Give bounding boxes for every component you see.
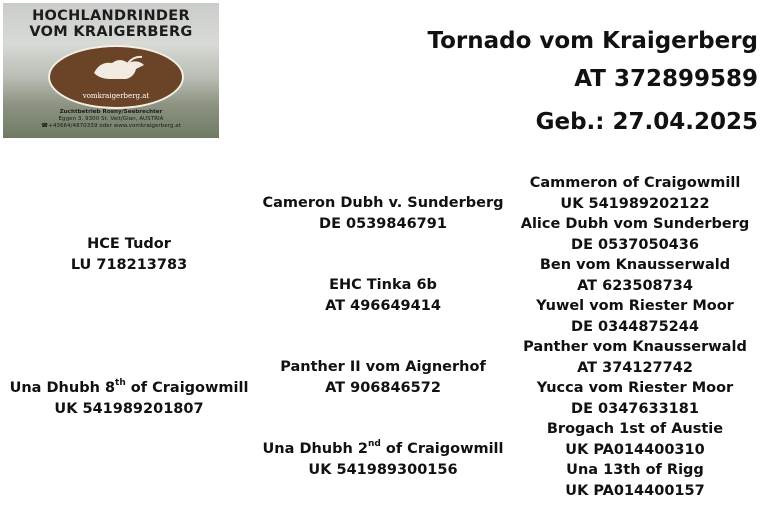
dam-name: Una Dhubh 8th of Craigowmill [9,378,249,396]
ancestor-id: DE 0347633181 [571,400,699,417]
dam-sire-id: AT 906846572 [325,379,441,396]
ancestor-id: UK 541989202122 [560,195,710,212]
logo-oval [48,45,184,109]
ancestor-id: DE 0344875244 [571,318,699,335]
logo-info-line2: Eggen 3, 9300 St. Veit/Glan, AUSTRIA [58,116,164,122]
highland-cow-icon [90,55,148,83]
logo-title-line2: VOM KRAIGERBERG [29,24,193,40]
ancestor-id: AT 623508734 [577,277,693,294]
dam-id: UK 541989201807 [54,400,204,417]
ancestor-5 [523,337,747,378]
dam-dam-id: UK 541989300156 [308,461,458,478]
ancestor-7 [547,419,723,460]
logo-info-line1: Zuchtbetrieb Rosny/Seebrechter [59,109,163,115]
ancestor-name: Brogach 1st of Austie [546,421,724,437]
ancestor-8 [565,460,704,501]
ancestor-id: AT 374127742 [577,359,693,376]
sire-sire-name: Cameron Dubh v. Sunderberg [262,195,504,211]
ancestor-name: Cammeron of Craigowmill [529,175,741,191]
ancestor-id: UK PA014400157 [565,482,705,499]
animal-name: Tornado vom Kraigerberg [427,28,758,54]
dam-dam-name: Una Dhubh 2nd of Craigowmill [262,439,504,457]
sire-id: LU 718213783 [70,256,188,273]
sire-dam-id: AT 496649414 [325,297,441,314]
sire-dam-name: EHC Tinka 6b [329,277,437,293]
ancestor-3 [540,255,730,296]
sire-sire [263,193,504,234]
dam-sire-name: Panther II vom Aignerhof [280,359,486,375]
logo-info-line3: ☎+43664/4870339 oder www.vomkraigerberg.at [41,123,181,129]
logo-url: vomkraigerberg.at [82,92,150,100]
ancestor-id: DE 0537050436 [571,236,699,253]
ancestor-6 [537,378,733,419]
birth-date: Geb.: 27.04.2025 [535,109,758,135]
ancestor-name: Ben vom Knausserwald [539,257,731,273]
ancestor-name: Yucca vom Riester Moor [536,380,734,396]
sire-name: HCE Tudor [87,236,171,252]
ancestor-name: Panther vom Knausserwald [523,339,747,355]
ancestor-2 [521,214,750,255]
dam-sire [280,357,486,398]
ancestor-name: Yuwel vom Riester Moor [536,298,734,314]
logo-title-line1: HOCHLANDRINDER [32,8,190,24]
dam-dam [263,439,504,480]
sire [71,234,187,275]
ancestor-name: Una 13th of Rigg [566,462,704,478]
sire-sire-id: DE 0539846791 [319,215,447,232]
ancestor-4 [536,296,734,337]
dam [10,378,249,419]
sire-dam [325,275,441,316]
ancestor-1 [530,173,741,214]
ancestor-id: UK PA014400310 [565,441,705,458]
ancestor-name: Alice Dubh vom Sunderberg [520,216,750,232]
farm-logo [3,3,219,138]
animal-id: AT 372899589 [574,66,758,92]
